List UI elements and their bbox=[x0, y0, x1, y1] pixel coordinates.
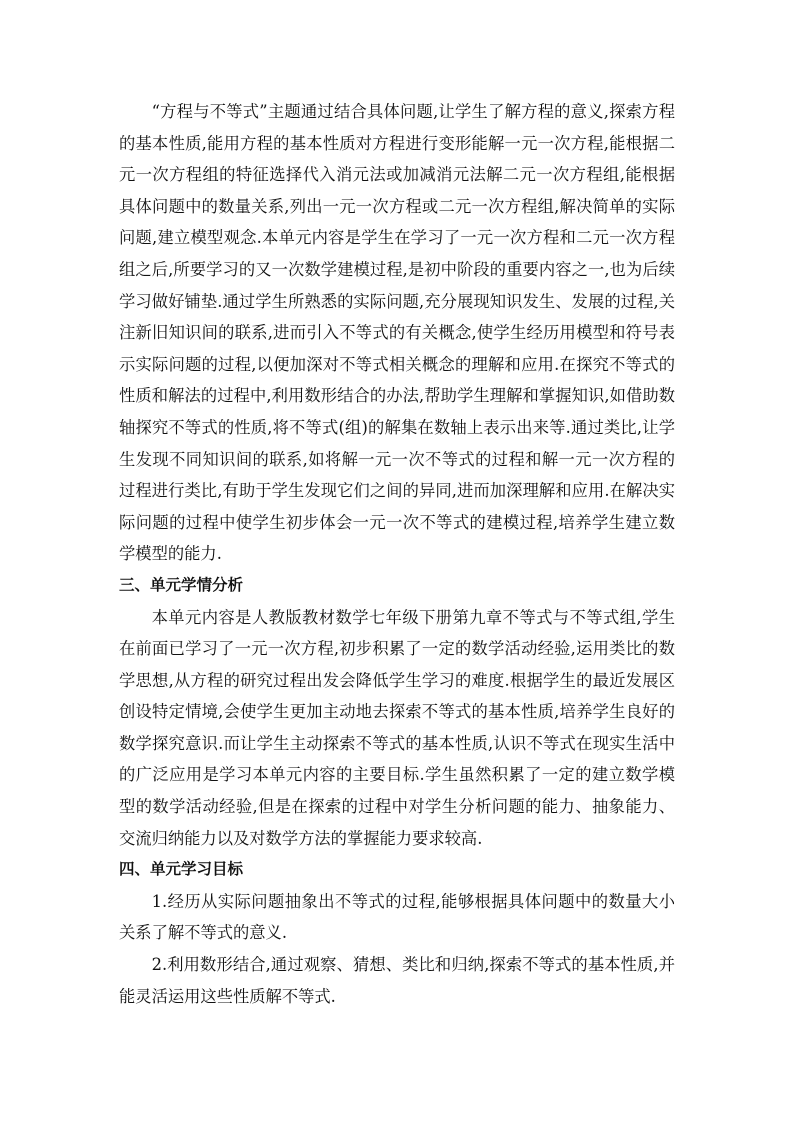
section-heading-learner-analysis: 三、单元学情分析 bbox=[119, 575, 244, 594]
document-page bbox=[119, 96, 675, 1012]
learning-goal-item: 1.经历从实际问题抽象出不等式的过程,能够根据具体问题中的数量大小关系了解不等式的意义. bbox=[119, 891, 675, 943]
learner-analysis-paragraph: 本单元内容是人教版教材数学七年级下册第九章不等式与不等式组,学生在前面已学习了一元一次方程,初步积累了一定的数学活动经验,运用类比的数学思想,从方程的研究过程出发会降低学生学习的难度.根据学生的最近发展区创设特定情境,会使学生更加主动地去探索不等式的基本性质,培养学生良好的数学探究意识.而让学生主动探索不等式的基本性质,认识不等式在现实生活中的广泛应用是学习本单元内容的主要目标.学生虽然积累了一定的建立数学模型的数学活动经验,但是在探索的过程中对学生分析问题的能力、抽象能力、交流归纳能力以及对数学方法的掌握能力要求较高. bbox=[119, 607, 675, 848]
intro-paragraph: “方程与不等式”主题通过结合具体问题,让学生了解方程的意义,探索方程的基本性质,能用方程的基本性质对方程进行变形能解一元一次方程,能根据二元一次方程组的特征选择代入消元法或加减消元法解二元一次方程组,能根据具体问题中的数量关系,列出一元一次方程或二元一次方程组,解决简单的实际问题,建立模型观念.本单元内容是学生在学习了一元一次方程和二元一次方程组之后,所要学习的又一次数学建模过程,是初中阶段的重要内容之一,也为后续学习做好铺垫.通过学生所熟悉的实际问题,充分展现知识发生、发展的过程,关注新旧知识间的联系,进而引入不等式的有关概念,使学生经历用模型和符号表示实际问题的过程,以便加深对不等式相关概念的理解和应用.在探究不等式的性质和解法的过程中,利用数形结合的办法,帮助学生理解和掌握知识,如借助数轴探究不等式的性质,将不等式(组)的解集在数轴上表示出来等.通过类比,让学生发现不同知识间的联系,如将解一元一次不等式的过程和解一元一次方程的过程进行类比,有助于学生发现它们之间的异同,进而加深理解和应用.在解决实际问题的过程中使学生初步体会一元一次不等式的建模过程,培养学生建立数学模型的能力. bbox=[119, 102, 675, 564]
section-heading-learning-goals: 四、单元学习目标 bbox=[119, 860, 244, 879]
learning-goal-item: 2.利用数形结合,通过观察、猜想、类比和归纳,探索不等式的基本性质,并能灵活运用这些性质解不等式. bbox=[119, 955, 675, 1006]
